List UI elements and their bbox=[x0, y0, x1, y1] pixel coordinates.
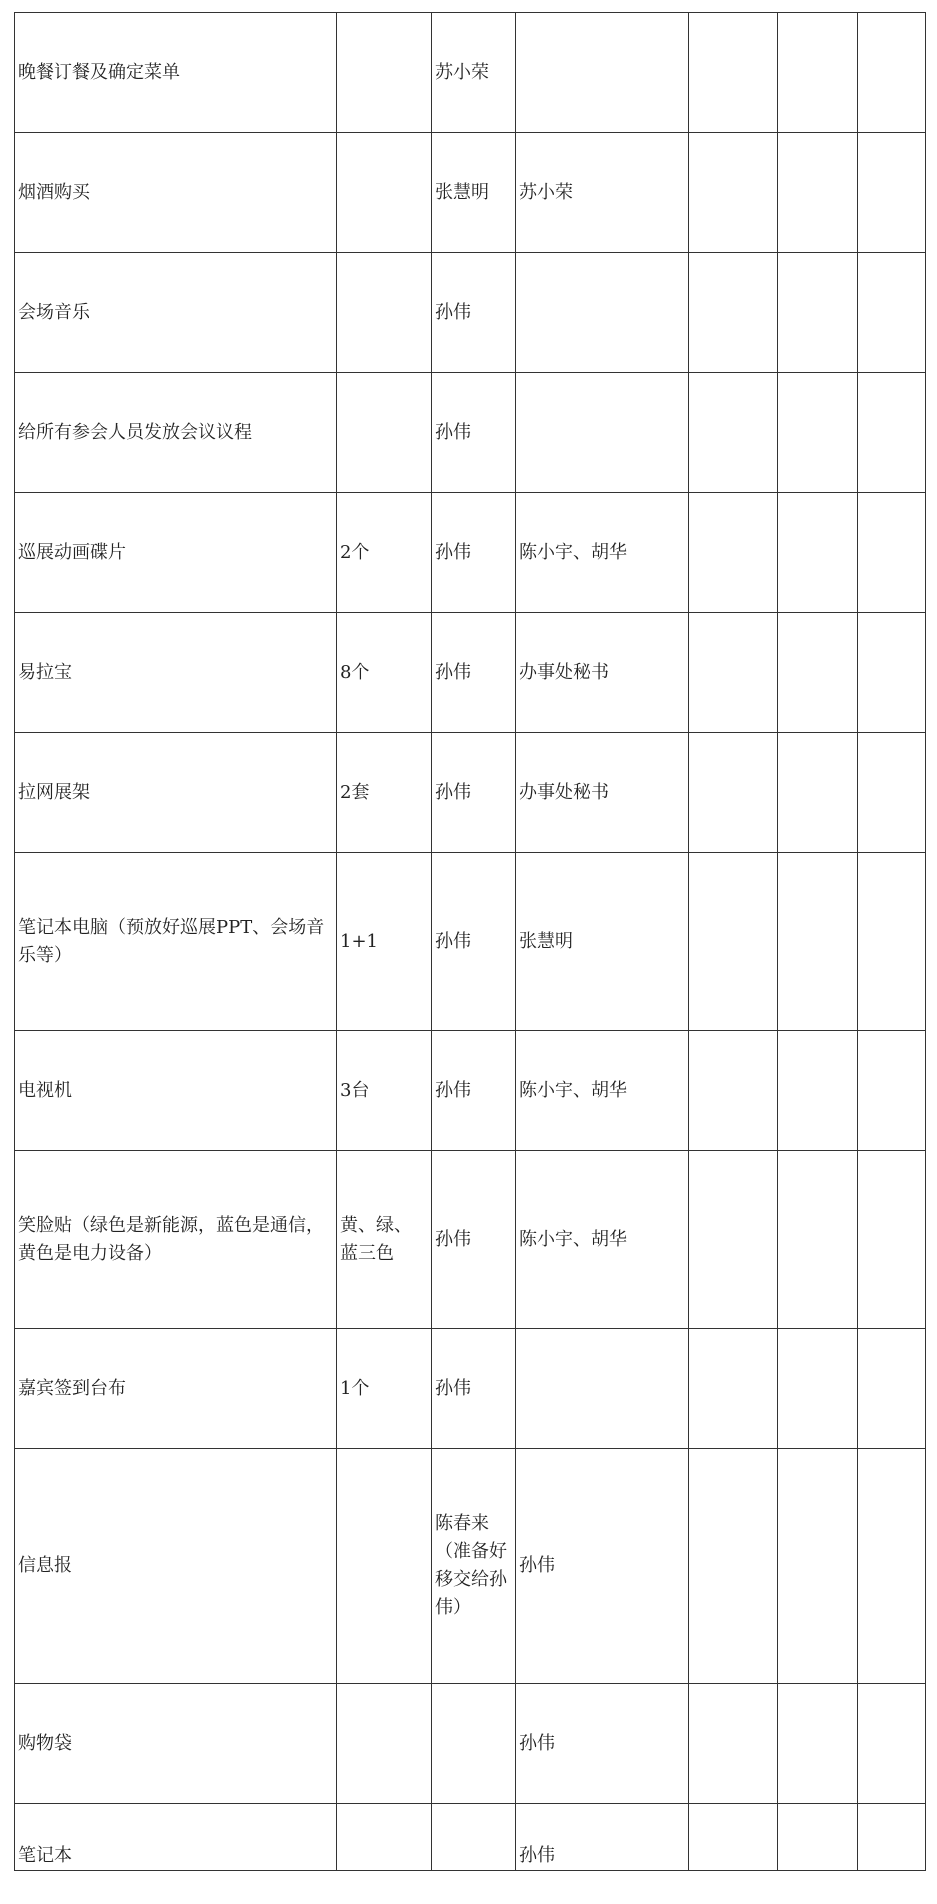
empty-cell bbox=[858, 133, 926, 253]
quantity-cell: 2套 bbox=[337, 733, 432, 853]
empty-cell bbox=[858, 253, 926, 373]
empty-cell bbox=[778, 853, 858, 1031]
empty-cell bbox=[858, 733, 926, 853]
empty-cell bbox=[858, 1031, 926, 1151]
table-row bbox=[15, 1031, 926, 1151]
empty-cell bbox=[778, 13, 858, 133]
table-row bbox=[15, 253, 926, 373]
quantity-cell: 8个 bbox=[337, 613, 432, 733]
table-row bbox=[15, 133, 926, 253]
owner-cell: 孙伟 bbox=[432, 1329, 516, 1449]
owner-cell: 孙伟 bbox=[432, 733, 516, 853]
table-row bbox=[15, 1449, 926, 1684]
quantity-cell bbox=[337, 133, 432, 253]
empty-cell bbox=[778, 613, 858, 733]
owner-cell: 孙伟 bbox=[432, 1151, 516, 1329]
helper-cell: 陈小宇、胡华 bbox=[516, 493, 689, 613]
quantity-cell: 3台 bbox=[337, 1031, 432, 1151]
owner-cell: 孙伟 bbox=[432, 853, 516, 1031]
quantity-cell bbox=[337, 13, 432, 133]
table-row bbox=[15, 613, 926, 733]
empty-cell bbox=[858, 613, 926, 733]
owner-cell: 陈春来（准备好移交给孙伟） bbox=[432, 1449, 516, 1684]
helper-cell bbox=[516, 1329, 689, 1449]
task-cell: 笑脸贴（绿色是新能源，蓝色是通信，黄色是电力设备） bbox=[15, 1151, 337, 1329]
owner-cell bbox=[432, 1804, 516, 1871]
task-cell: 笔记本电脑（预放好巡展PPT、会场音乐等） bbox=[15, 853, 337, 1031]
helper-cell: 苏小荣 bbox=[516, 133, 689, 253]
quantity-cell bbox=[337, 1804, 432, 1871]
empty-cell bbox=[858, 373, 926, 493]
empty-cell bbox=[778, 1031, 858, 1151]
empty-cell bbox=[858, 1449, 926, 1684]
quantity-cell bbox=[337, 373, 432, 493]
empty-cell bbox=[778, 133, 858, 253]
quantity-cell bbox=[337, 253, 432, 373]
empty-cell bbox=[689, 733, 778, 853]
empty-cell bbox=[778, 1151, 858, 1329]
task-cell: 嘉宾签到台布 bbox=[15, 1329, 337, 1449]
empty-cell bbox=[778, 1804, 858, 1871]
empty-cell bbox=[858, 853, 926, 1031]
helper-cell: 孙伟 bbox=[516, 1449, 689, 1684]
helper-cell: 孙伟 bbox=[516, 1684, 689, 1804]
quantity-cell: 1个 bbox=[337, 1329, 432, 1449]
empty-cell bbox=[689, 613, 778, 733]
table-row bbox=[15, 1151, 926, 1329]
empty-cell bbox=[689, 1329, 778, 1449]
quantity-cell bbox=[337, 1684, 432, 1804]
quantity-cell bbox=[337, 1449, 432, 1684]
table-row bbox=[15, 13, 926, 133]
helper-cell: 陈小宇、胡华 bbox=[516, 1151, 689, 1329]
empty-cell bbox=[778, 253, 858, 373]
task-cell: 烟酒购买 bbox=[15, 133, 337, 253]
table-row bbox=[15, 493, 926, 613]
empty-cell bbox=[689, 1684, 778, 1804]
task-cell: 会场音乐 bbox=[15, 253, 337, 373]
empty-cell bbox=[689, 853, 778, 1031]
task-cell: 拉网展架 bbox=[15, 733, 337, 853]
task-cell: 巡展动画碟片 bbox=[15, 493, 337, 613]
empty-cell bbox=[858, 1151, 926, 1329]
task-cell: 易拉宝 bbox=[15, 613, 337, 733]
table-row bbox=[15, 1329, 926, 1449]
empty-cell bbox=[689, 1804, 778, 1871]
task-cell: 电视机 bbox=[15, 1031, 337, 1151]
helper-cell: 办事处秘书 bbox=[516, 613, 689, 733]
empty-cell bbox=[778, 1684, 858, 1804]
helper-cell: 孙伟 bbox=[516, 1804, 689, 1871]
helper-cell: 陈小宇、胡华 bbox=[516, 1031, 689, 1151]
empty-cell bbox=[778, 493, 858, 613]
task-assignment-table bbox=[14, 12, 926, 1871]
owner-cell: 孙伟 bbox=[432, 1031, 516, 1151]
empty-cell bbox=[689, 373, 778, 493]
task-cell: 晚餐订餐及确定菜单 bbox=[15, 13, 337, 133]
empty-cell bbox=[689, 253, 778, 373]
table-row bbox=[15, 853, 926, 1031]
table-row bbox=[15, 1804, 926, 1871]
quantity-cell: 1+1 bbox=[337, 853, 432, 1031]
empty-cell bbox=[858, 13, 926, 133]
task-cell: 笔记本 bbox=[15, 1804, 337, 1871]
empty-cell bbox=[778, 1329, 858, 1449]
owner-cell: 张慧明 bbox=[432, 133, 516, 253]
table-row bbox=[15, 1684, 926, 1804]
helper-cell: 办事处秘书 bbox=[516, 733, 689, 853]
empty-cell bbox=[689, 1151, 778, 1329]
owner-cell: 苏小荣 bbox=[432, 13, 516, 133]
empty-cell bbox=[689, 1449, 778, 1684]
empty-cell bbox=[689, 493, 778, 613]
empty-cell bbox=[778, 733, 858, 853]
empty-cell bbox=[778, 1449, 858, 1684]
helper-cell: 张慧明 bbox=[516, 853, 689, 1031]
table-row bbox=[15, 373, 926, 493]
empty-cell bbox=[858, 1329, 926, 1449]
empty-cell bbox=[858, 493, 926, 613]
helper-cell bbox=[516, 253, 689, 373]
table-row bbox=[15, 733, 926, 853]
empty-cell bbox=[858, 1684, 926, 1804]
quantity-cell: 黄、绿、蓝三色 bbox=[337, 1151, 432, 1329]
empty-cell bbox=[689, 133, 778, 253]
empty-cell bbox=[858, 1804, 926, 1871]
owner-cell: 孙伟 bbox=[432, 373, 516, 493]
task-cell: 给所有参会人员发放会议议程 bbox=[15, 373, 337, 493]
helper-cell bbox=[516, 13, 689, 133]
helper-cell bbox=[516, 373, 689, 493]
empty-cell bbox=[778, 373, 858, 493]
empty-cell bbox=[689, 13, 778, 133]
owner-cell: 孙伟 bbox=[432, 253, 516, 373]
task-cell: 信息报 bbox=[15, 1449, 337, 1684]
quantity-cell: 2个 bbox=[337, 493, 432, 613]
owner-cell: 孙伟 bbox=[432, 493, 516, 613]
owner-cell: 孙伟 bbox=[432, 613, 516, 733]
task-cell: 购物袋 bbox=[15, 1684, 337, 1804]
empty-cell bbox=[689, 1031, 778, 1151]
owner-cell bbox=[432, 1684, 516, 1804]
